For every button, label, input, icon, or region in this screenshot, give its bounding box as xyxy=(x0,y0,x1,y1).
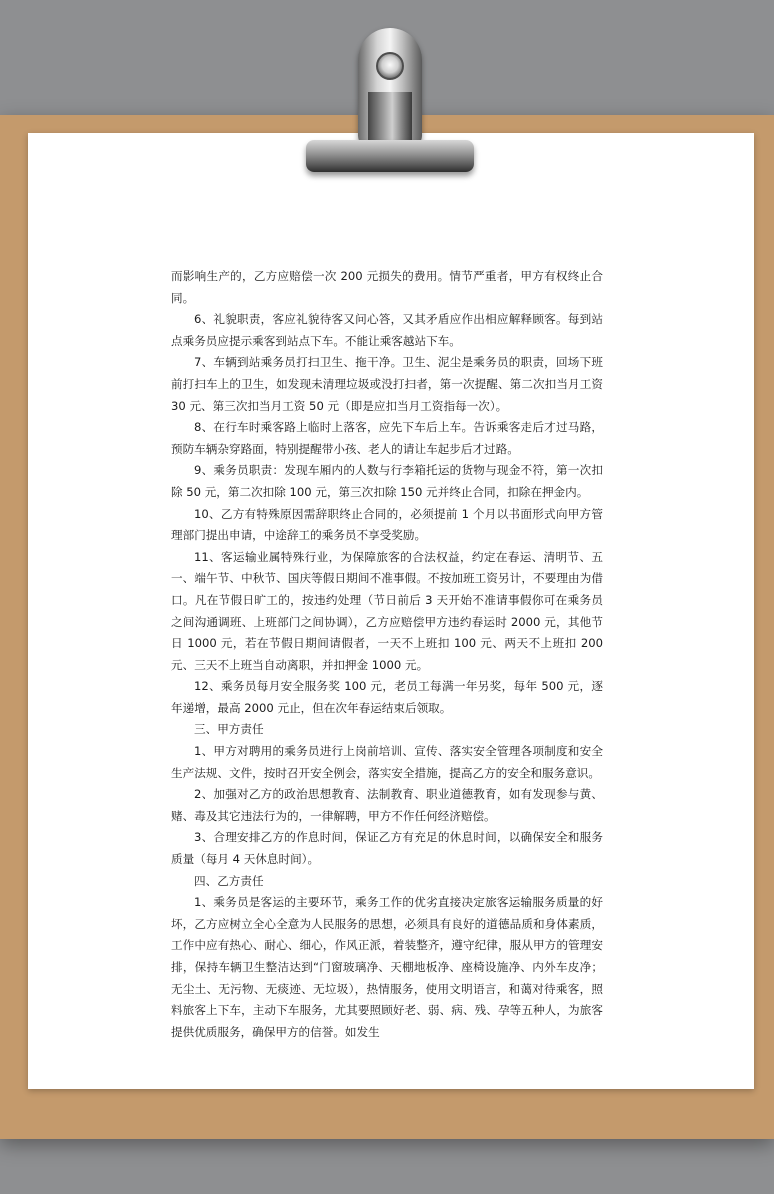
paragraph-item-8: 8、在行车时乘客路上临时上落客，应先下车后上车。告诉乘客走后才过马路，预防车辆杂穿路面，特别提醒带小孩、老人的请让车起步后才过路。 xyxy=(171,420,603,456)
paragraph-item-9: 9、乘务员职责：发现车厢内的人数与行李箱托运的货物与现金不符，第一次扣除 50 元，第二次扣除 100 元，第三次扣除 150 元并终止合同，扣除在押金内。 xyxy=(171,463,603,499)
binder-clip-hole xyxy=(376,52,404,80)
paragraph-item-7: 7、车辆到站乘务员打扫卫生、拖干净。卫生、泥尘是乘务员的职责，回场下班前打扫车上的卫生，如发现未清理垃圾或没打扫者，第一次提醒、第二次扣当月工资 30 元、第三次扣当月工资 50 元（即是应扣当月工资指每一次）。 xyxy=(171,355,603,413)
paragraph-item-10: 10、乙方有特殊原因需辞职终止合同的，必须提前 1 个月以书面形式向甲方管理部门提出申请，中途辞工的乘务员不享受奖励。 xyxy=(171,506,603,543)
binder-clip-strip xyxy=(368,92,412,140)
section-heading-party-a: 三、甲方责任 xyxy=(194,722,264,737)
binder-clip-base xyxy=(306,140,474,172)
paragraph-party-a-1: 1、甲方对聘用的乘务员进行上岗前培训、宣传、落实安全管理各项制度和安全生产法规、文件，按时召开安全例会，落实安全措施，提高乙方的安全和服务意识。 xyxy=(171,744,603,780)
paragraph-item-6: 6、礼貌职责，客应礼貌待客又问心答，又其矛盾应作出相应解释顾客。每到站点乘务员应提示乘客到站点下车。不能让乘客越站下车。 xyxy=(171,312,603,348)
paragraph-party-b-1: 1、乘务员是客运的主要环节，乘务工作的优劣直接决定旅客运输服务质量的好坏，乙方应树立全心全意为人民服务的思想，必须具有良好的道德品质和身体素质，工作中应有热心、耐心、细心，作风正派，着装整齐，遵守纪律，服从甲方的管理安排，保持车辆卫生整洁达到“门窗玻璃净、天棚地板净、座椅设施净、内外车皮净；无尘土、无污物、无痰迹、无垃圾），热情服务，使用文明语言，和蔼对待乘客，照料旅客上下车，主动下车服务，尤其要照顾好老、弱、病、残、孕等五种人，为旅客提供优质服务，确保甲方的信誉。如发生 xyxy=(171,895,603,1039)
paragraph-item-11: 11、客运输业属特殊行业，为保障旅客的合法权益，约定在春运、清明节、五一、端午节、中秋节、国庆等假日期间不准事假。不按加班工资另计，不要理由为借口。凡在节假日旷工的，按违约处理（节日前后 3 天开始不准请事假你可在乘务员之间沟通调班、上班部门之间协调），乙方应赔偿甲方违约春运时 2000 元，其他节日 1000 元，若在节假日期间请假者，一天不上班扣 100 元、两天不上班扣 200 元、三天不上班当自动离职，并扣押金 1000 元。 xyxy=(171,549,603,672)
contract-text xyxy=(171,266,603,1043)
paragraph-item-12: 12、乘务员每月安全服务奖 100 元，老员工每满一年另奖，每年 500 元，逐年递增，最高 2000 元止，但在次年春运结束后领取。 xyxy=(171,679,603,715)
section-heading-party-b: 四、乙方责任 xyxy=(194,873,264,888)
paragraph-continuation: 而影响生产的，乙方应赔偿一次 200 元损失的费用。情节严重者，甲方有权终止合同。 xyxy=(171,269,603,305)
paragraph-party-a-3: 3、合理安排乙方的作息时间，保证乙方有充足的休息时间，以确保安全和服务质量（每月 4 天休息时间）。 xyxy=(171,830,603,867)
paragraph-party-a-2: 2、加强对乙方的政治思想教育、法制教育、职业道德教育，如有发现参与黄、赌、毒及其它违法行为的，一律解聘，甲方不作任何经济赔偿。 xyxy=(171,787,603,823)
